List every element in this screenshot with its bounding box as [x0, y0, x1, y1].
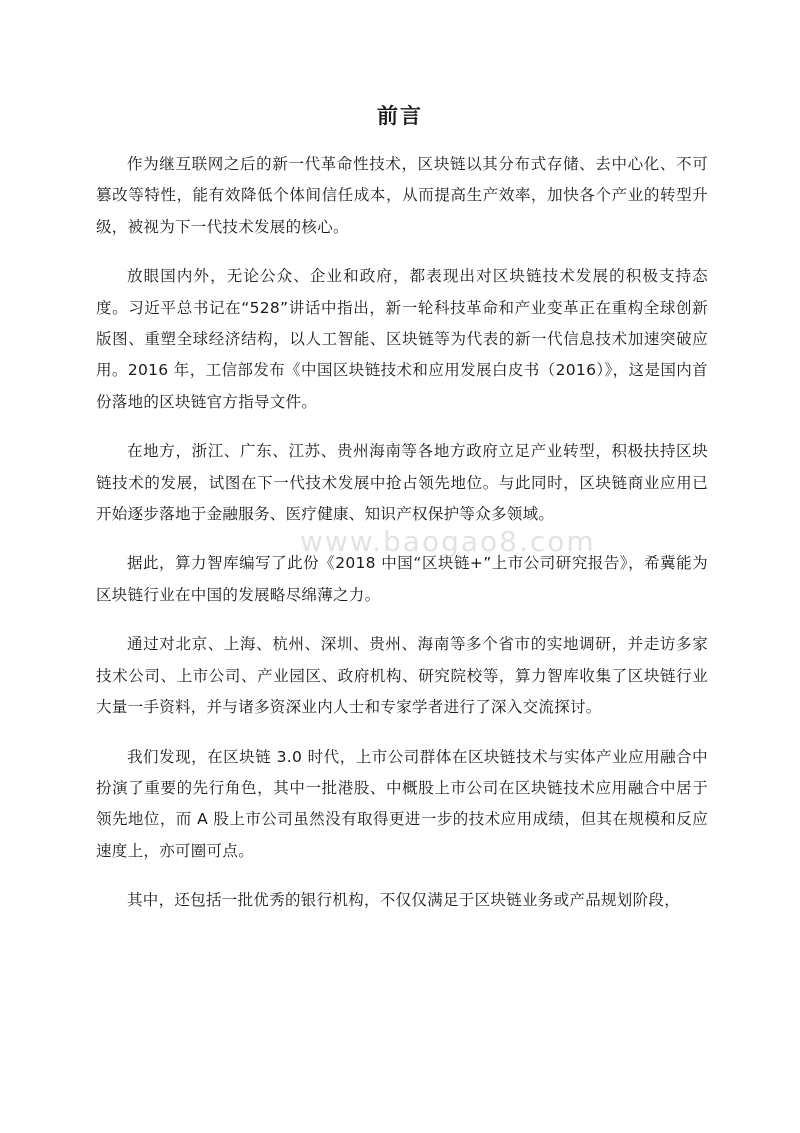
paragraph-3: 在地方，浙江、广东、江苏、贵州海南等各地方政府立足产业转型，积极扶持区块链技术的发展，试图在下一代技术发展中抢占领先地位。与此同时，区块链商业应用已开始逐步落地于金融服务、医疗健康、知识产权保护等众多领域。 [96, 442, 708, 524]
paragraph-4: 据此，算力智库编写了此份《2018 中国“区块链+”上市公司研究报告》，希冀能为区块链行业在中国的发展略尽绵薄之力。 [96, 554, 708, 604]
paragraph-6: 我们发现，在区块链 3.0 时代，上市公司群体在区块链技术与实体产业应用融合中扮演了重要的先行角色，其中一批港股、中概股上市公司在区块链技术应用融合中居于领先地位，而 A 股上市公司虽然没有取得更进一步的技术应用成绩，但其在规模和反应速度上，亦可圈可点。 [96, 747, 708, 860]
page-title: 前言 [377, 104, 423, 128]
body-text [96, 149, 708, 935]
paragraph-1: 作为继互联网之后的新一代革命性技术，区块链以其分布式存储、去中心化、不可篡改等特性，能有效降低个体间信任成本，从而提高生产效率，加快各个产业的转型升级，被视为下一代技术发展的核心。 [96, 155, 708, 236]
paragraph-2: 放眼国内外，无论公众、企业和政府，都表现出对区块链技术发展的积极支持态度。习近平总书记在“528”讲话中指出，新一轮科技革命和产业变革正在重构全球创新版图、重塑全球经济结构，以人工智能、区块链等为代表的新一代信息技术加速突破应用。2016 年，工信部发布《中国区块链技术和应用发展白皮书（2016）》，这是国内首份落地的区块链官方指导文件。 [96, 267, 708, 411]
paragraph-5: 通过对北京、上海、杭州、深圳、贵州、海南等多个省市的实地调研，并走访多家技术公司、上市公司、产业园区、政府机构、研究院校等，算力智库收集了区块链行业大量一手资料，并与诸多资深业内人士和专家学者进行了深入交流探讨。 [96, 635, 708, 717]
paragraph-7: 其中，还包括一批优秀的银行机构，不仅仅满足于区块链业务或产品规划阶段， [127, 891, 681, 910]
watermark: www.baogao8.com [300, 525, 596, 558]
